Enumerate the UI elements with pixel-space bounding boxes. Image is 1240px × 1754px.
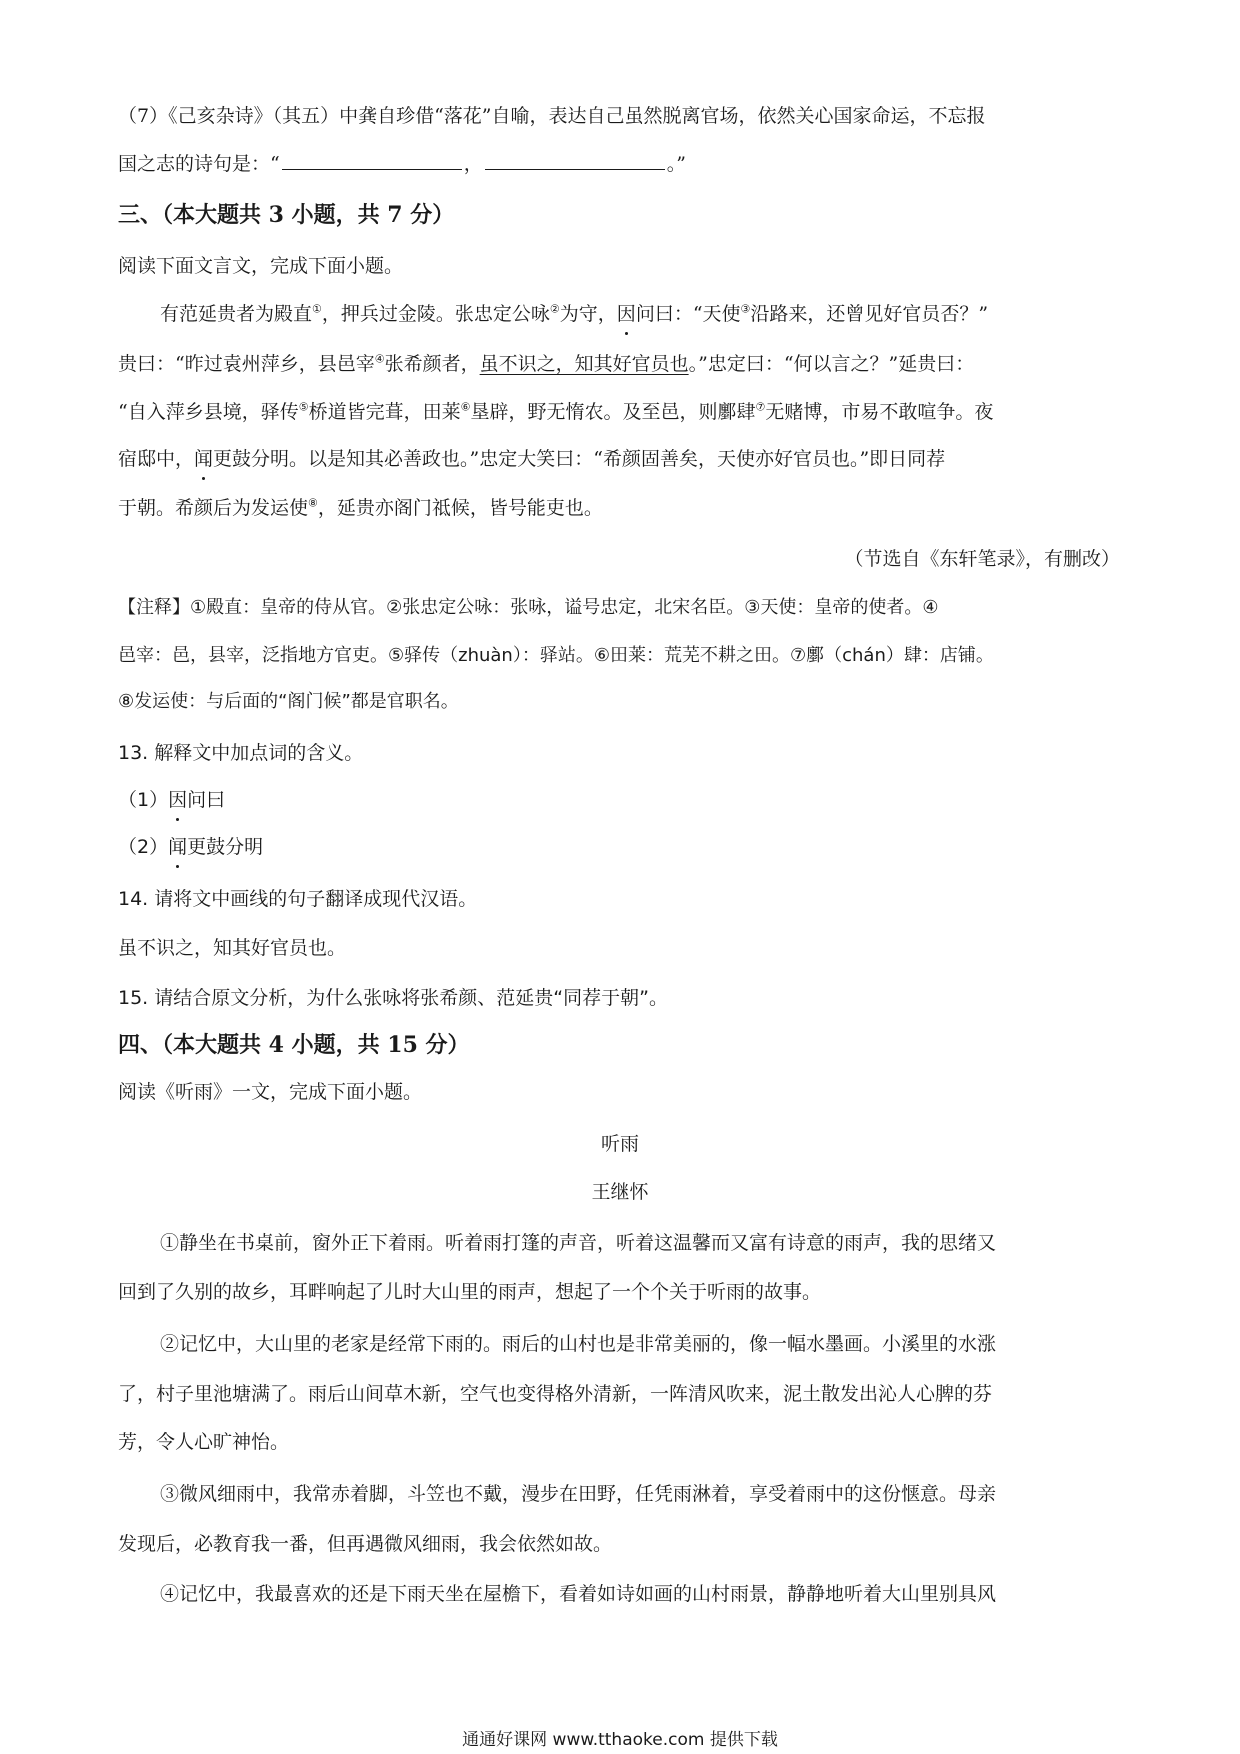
question-13-2: （2）闻更鼓分明 [118, 833, 263, 861]
article-para3-l1: ③微风细雨中，我常赤着脚，斗笠也不戴，漫步在田野，任凭雨淋着，享受着雨中的这份惬意。母亲 [160, 1483, 997, 1505]
article-para3-l2: 发现后，必教育我一番，但再遇微风细雨，我会依然如故。 [118, 1533, 613, 1555]
passage-line-3: “自入萍乡县境，驿传⑤桥道皆完葺，田莱⑥垦辟，野无惰农。及至邑，则鄽肆⑦无赌博，市易不敢喧争。夜 [118, 400, 994, 423]
section4-intro: 阅读《听雨》一文，完成下面小题。 [118, 1081, 423, 1103]
article-author: 王继怀 [591, 1181, 649, 1203]
article-para2-l2: 了，村子里池塘满了。雨后山间草木新，空气也变得格外清新，一阵清风吹来，泥土散发出沁人心脾的芬 [118, 1383, 993, 1405]
passage-line-5: 于朝。希颜后为发运使⑧，延贵亦阁门祗候，皆号能吏也。 [118, 496, 603, 519]
section3-intro: 阅读下面文言文，完成下面小题。 [118, 255, 404, 277]
q7-line2 [118, 150, 686, 178]
passage-source: （节选自《东轩笔录》，有删改） [844, 548, 1120, 570]
article-para2-l1: ②记忆中，大山里的老家是经常下雨的。雨后的山村也是非常美丽的，像一幅水墨画。小溪里的水涨 [160, 1333, 997, 1355]
article-title: 听雨 [600, 1133, 639, 1155]
q7-suffix: 。” [666, 153, 686, 175]
question-15: 15. 请结合原文分析，为什么张咏将张希颜、范延贵“同荐于朝”。 [118, 987, 668, 1009]
q7-line1: （7）《己亥杂诗》（其五）中龚自珍借“落花”自喻，表达自己虽然脱离官场，依然关心国家命运，不忘报 [118, 105, 986, 127]
notes-line-2: 邑宰：邑，县宰，泛指地方官吏。⑤驿传（zhuàn）：驿站。⑥田莱：荒芜不耕之田。⑦鄽（chán）肆：店铺。 [118, 645, 994, 666]
dotted-word-yin: 因 [617, 300, 636, 328]
q7-mid: ， [463, 153, 483, 175]
underlined-sentence: 虽不识之，知其好官员也 [479, 353, 689, 375]
question-13: 13. 解释文中加点词的含义。 [118, 742, 364, 764]
notes-line-3: ⑧发运使：与后面的“阁门候”都是官职名。 [118, 691, 459, 712]
dotted-word-wen: 闻 [194, 445, 213, 473]
section3-heading: 三、（本大题共 3 小题，共 7 分） [118, 202, 455, 228]
answer-blank-1[interactable] [282, 151, 462, 170]
article-para4-l1: ④记忆中，我最喜欢的还是下雨天坐在屋檐下，看着如诗如画的山村雨景，静静地听着大山里别具风 [160, 1583, 997, 1605]
footer-credit: 通通好课网 www.tthaoke.com 提供下载 [462, 1730, 778, 1750]
question-13-1: （1）因问曰 [118, 786, 225, 814]
passage-line-2: 贵曰：“昨过袁州萍乡，县邑宰④张希颜者，虽不识之，知其好官员也。”忠定曰：“何以言之？”延贵曰： [118, 352, 975, 375]
passage-line-1: 有范延贵者为殿直①，押兵过金陵。张忠定公咏②为守，因问曰：“天使③沿路来，还曾见好官员否？” [160, 300, 988, 328]
answer-blank-2[interactable] [485, 151, 665, 170]
article-para1-l1: ①静坐在书桌前，窗外正下着雨。听着雨打篷的声音，听着这温馨而又富有诗意的雨声，我的思绪又 [160, 1232, 997, 1254]
article-para1-l2: 回到了久别的故乡，耳畔响起了儿时大山里的雨声，想起了一个个关于听雨的故事。 [118, 1281, 822, 1303]
passage-line-4: 宿邸中，闻更鼓分明。以是知其必善政也。”忠定大笑曰：“希颜固善矣，天使亦好官员也。”即日同荐 [118, 445, 945, 473]
article-para2-l3: 芳，令人心旷神怡。 [118, 1431, 290, 1453]
notes-line-1: 【注释】①殿直：皇帝的侍从官。②张忠定公咏：张咏，谥号忠定，北宋名臣。③天使：皇帝的使者。④ [118, 597, 939, 618]
section4-heading: 四、（本大题共 4 小题，共 15 分） [118, 1032, 470, 1058]
question-14-sentence: 虽不识之，知其好官员也。 [118, 937, 347, 959]
question-14: 14. 请将文中画线的句子翻译成现代汉语。 [118, 888, 478, 910]
q7-prefix: 国之志的诗句是：“ [118, 153, 280, 175]
